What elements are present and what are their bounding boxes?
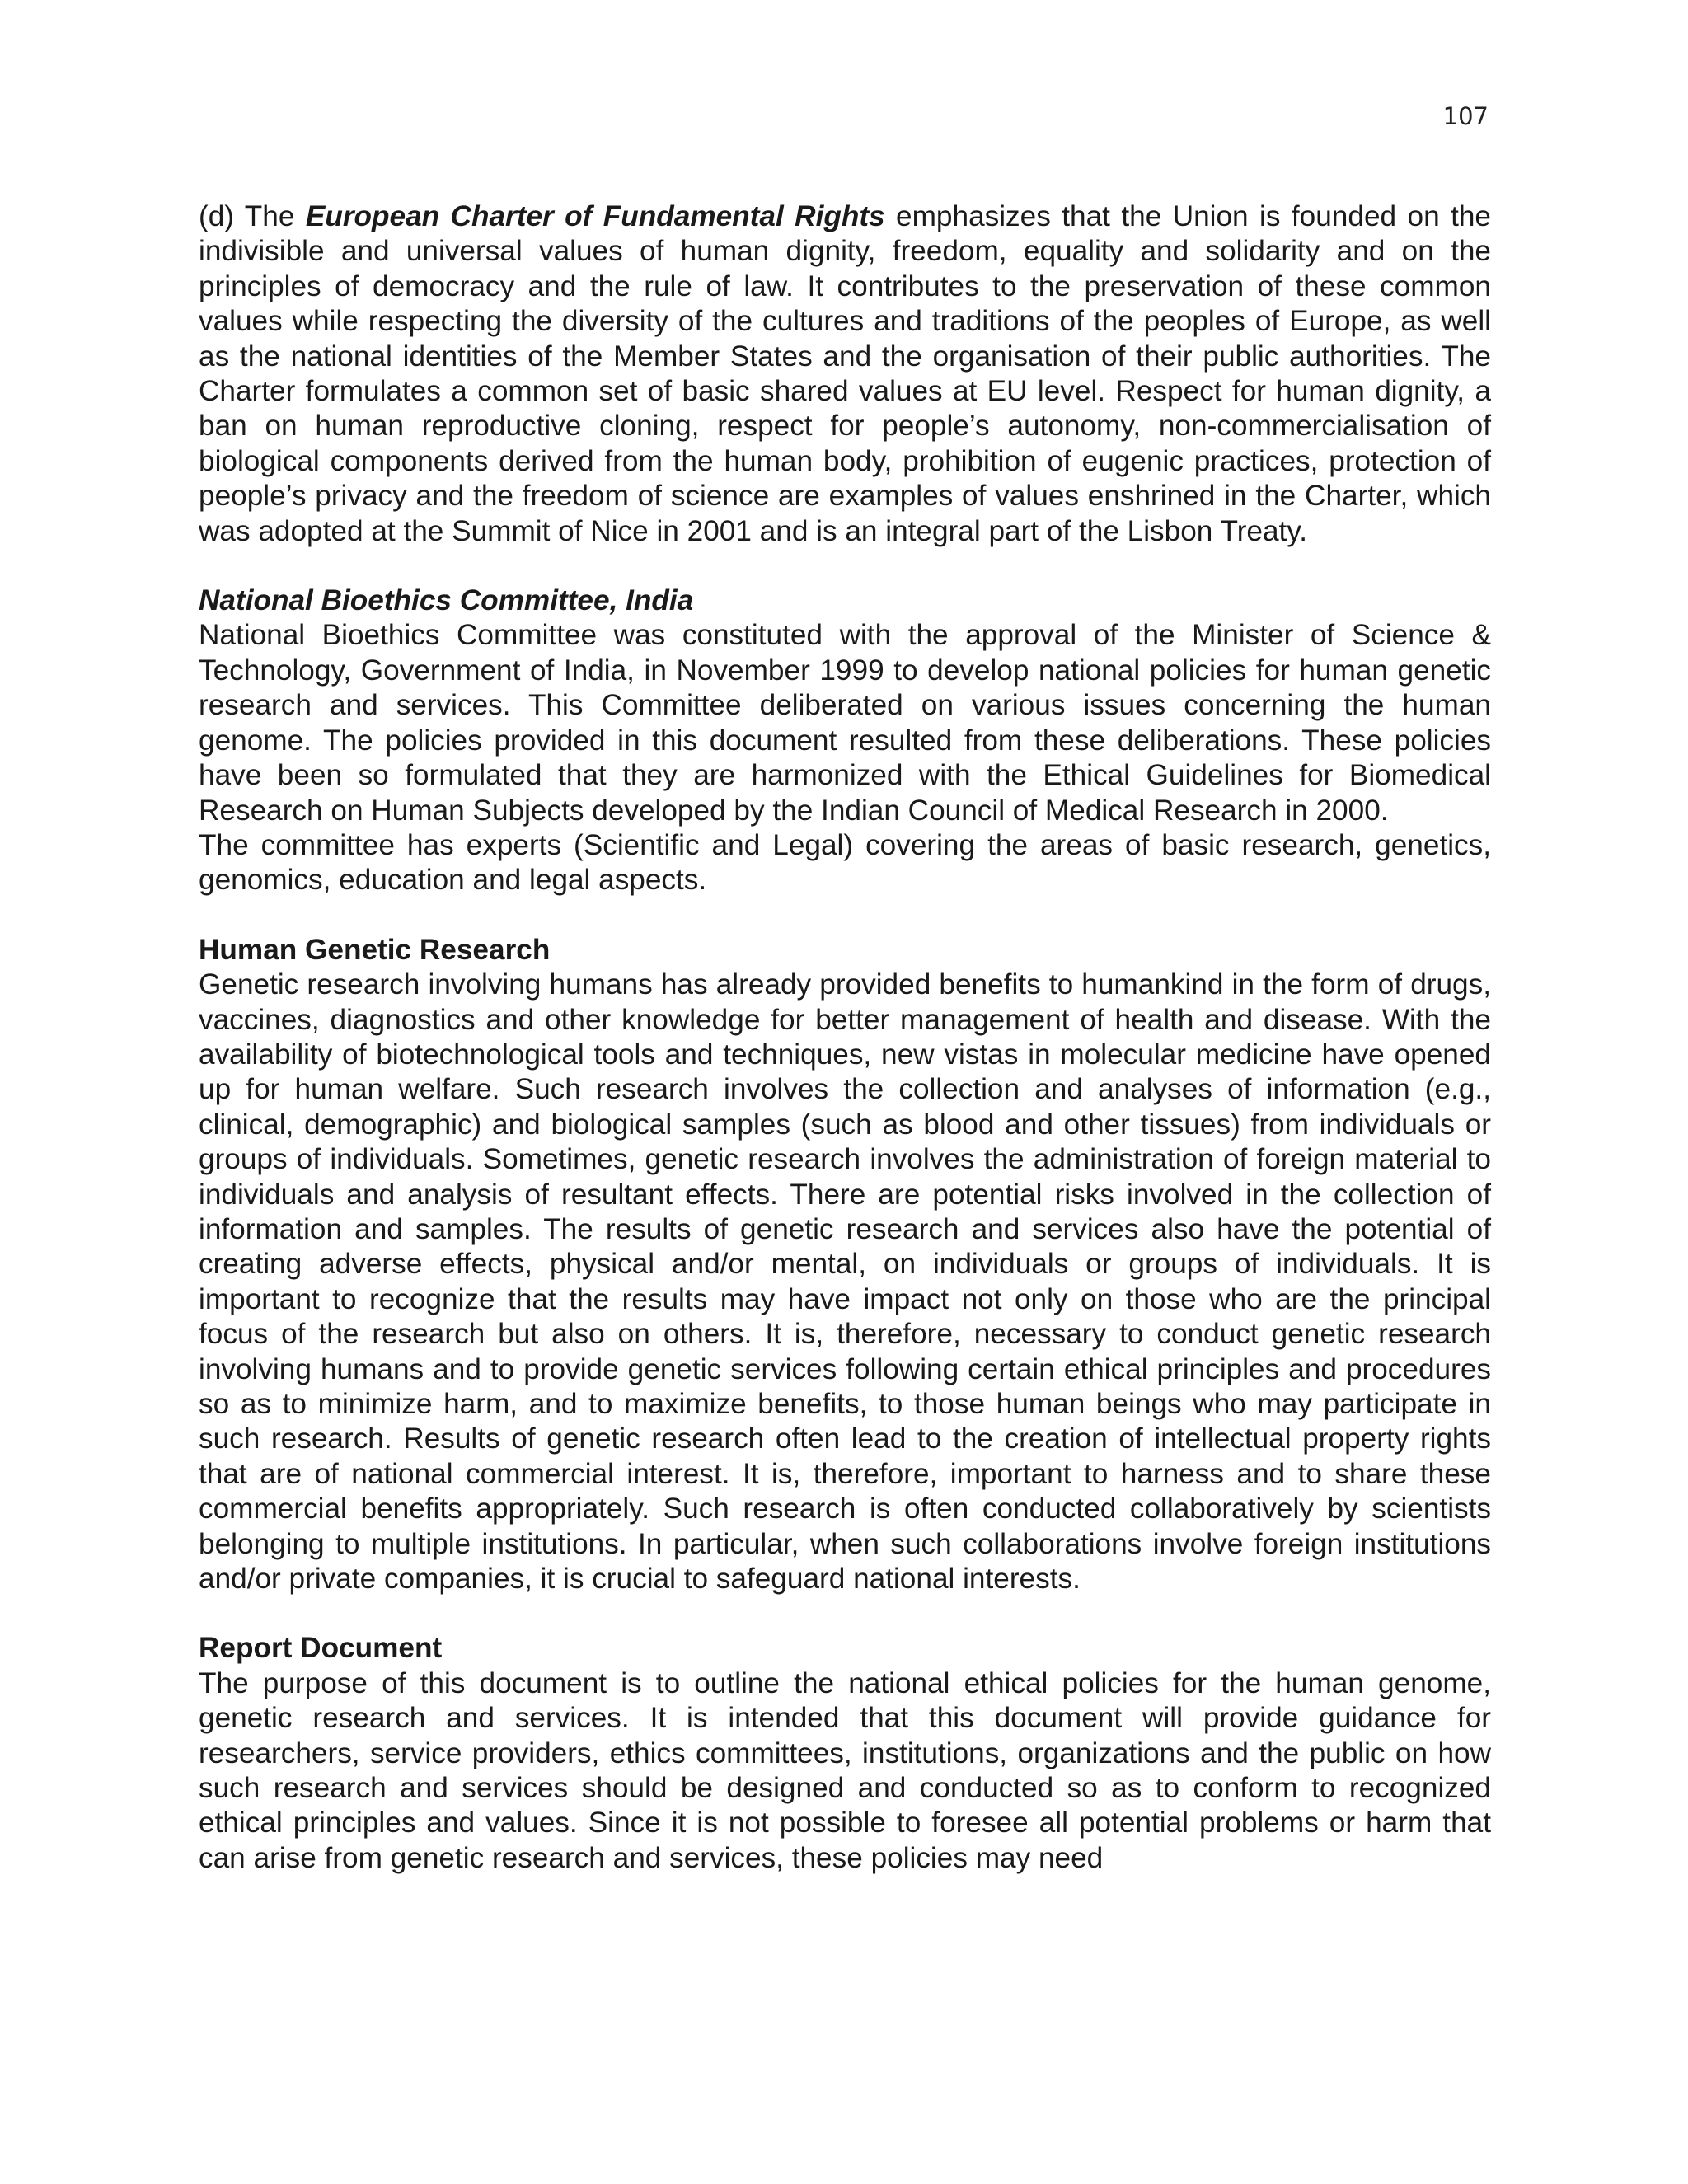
section-heading-genetic-research: Human Genetic Research — [199, 933, 551, 966]
section-heading-report: Report Document — [199, 1632, 443, 1665]
charter-title-emphasis: European Charter of Fundamental Rights — [305, 200, 885, 232]
section-heading-bioethics: National Bioethics Committee, India — [199, 584, 694, 617]
charter-text: emphasizes that the Union is founded on the indivisible and universal values of human dignity, freedom, equality and solidarity and on the principles of democracy and the rule of law. It contributes to the preservation of these common values while respecting the diversity of the cultures and traditions of the peoples of Europe, as well as the national identities of the Member States and the organisation of their public authorities. The Charter formulates a common set of basic shared values at EU level. Respect for human dignity, a ban on human reproductive cloning, respect for people’s autonomy, non-commercialisation of biological components derived from the human body, prohibition of eugenic practices, protection of people’s privacy and the freedom of science are examples of values enshrined in the Charter, which was adopted at the Summit of Nice in 2001 and is an integral part of the Lisbon Treaty. — [199, 200, 1491, 547]
charter-prefix: (d) The — [199, 200, 306, 232]
genetic-research-paragraph: Genetic research involving humans has already provided benefits to humankind in the form of drugs, vaccines, diagnostics and other knowledge for better management of health and disease. With the availability of biotechnological tools and techniques, new vistas in molecular medicine have opened up for human welfare. Such research involves the collection and analyses of information (e.g., clinical, demographic) and biological samples (such as blood and other tissues) from individuals or groups of individuals. Sometimes, genetic research involves the administration of foreign material to individuals and analysis of resultant effects. There are potential risks involved in the collection of information and samples. The results of genetic research and services also have the potential of creating adverse effects, physical and/or mental, on individuals or groups of individuals. It is important to recognize that the results may have impact not only on those who are the principal focus of the research but also on others. It is, therefore, necessary to conduct genetic research involving humans and to provide genetic services following certain ethical principles and procedures so as to minimize harm, and to maximize benefits, to those human beings who may participate in such research. Results of genetic research often lead to the creation of intellectual property rights that are of national commercial interest. It is, therefore, important to harness and to share these commercial benefits appropriately. Such research is often conducted collaboratively by scientists belonging to multiple institutions. In particular, when such collaborations involve foreign institutions and/or private companies, it is crucial to safeguard national interests. — [199, 968, 1491, 1596]
section-report-document — [199, 1631, 1491, 1876]
page-number: 107 — [1442, 102, 1489, 130]
page-content — [199, 199, 1491, 1876]
report-paragraph: The purpose of this document is to outline the national ethical policies for the human genome, genetic research and services. It is intended that this document will provide guidance for researchers, service providers, ethics committees, institutions, organizations and the public on how such research and services should be designed and conducted so as to conform to recognized ethical principles and values. Since it is not possible to foresee all potential problems or harm that can arise from genetic research and services, these policies may need — [199, 1666, 1491, 1874]
bioethics-paragraph-2: The committee has experts (Scientific and Legal) covering the areas of basic research, genetics, genomics, education and legal aspects. — [199, 828, 1491, 897]
section-human-genetic-research — [199, 933, 1491, 1597]
bioethics-paragraph-1: National Bioethics Committee was constituted with the approval of the Minister of Science & Technology, Government of India, in November 1999 to develop national policies for human genetic research and services. This Committee deliberated on various issues concerning the human genome. The policies provided in this document resulted from these deliberations. These policies have been so formulated that they are harmonized with the Ethical Guidelines for Biomedical Research on Human Subjects developed by the Indian Council of Medical Research in 2000. — [199, 619, 1491, 827]
charter-paragraph — [199, 199, 1491, 549]
section-bioethics-committee — [199, 583, 1491, 898]
